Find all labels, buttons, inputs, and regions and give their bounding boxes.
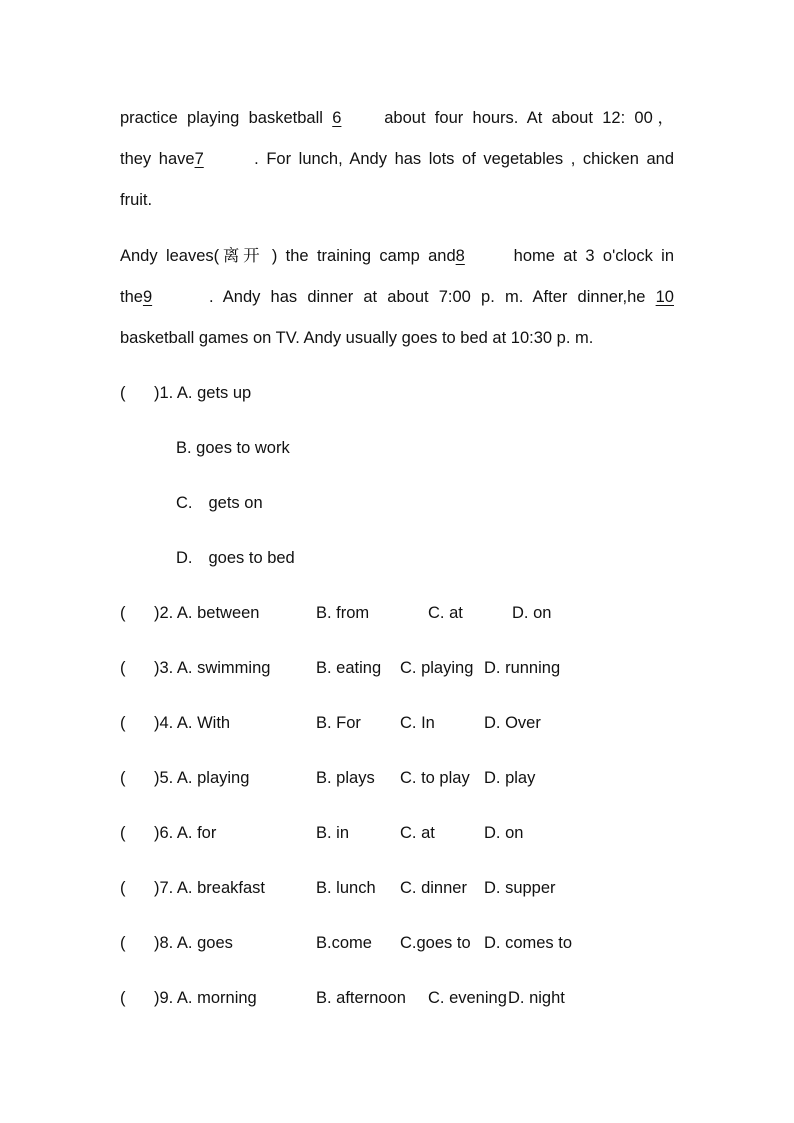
answer-paren: (: [120, 824, 126, 842]
blank-10: 10: [655, 288, 674, 306]
option-d: D. comes to: [484, 934, 573, 952]
answer-paren: (: [120, 989, 126, 1007]
option-b: B. afternoon: [316, 989, 406, 1007]
passage-line-6: basketball games on TV. Andy usually goes to bed at 10:30 p. m.: [120, 329, 594, 347]
option-b: B. For: [316, 714, 361, 732]
option-d: D. Over: [484, 714, 541, 732]
option-d: D. night: [508, 989, 565, 1007]
option-d: D. supper: [484, 879, 556, 897]
blank-8: 8: [455, 247, 465, 265]
option-c: C. gets on: [176, 494, 263, 512]
question-stem: )1. A. gets up: [154, 384, 252, 402]
option-b: B. lunch: [316, 879, 376, 897]
answer-paren: (: [120, 384, 126, 402]
option-c: C. evening: [428, 989, 507, 1007]
option-b: B. in: [316, 824, 350, 842]
question-stem: )7. A. breakfast: [154, 879, 265, 897]
question-stem: )5. A. playing: [154, 769, 250, 787]
passage-line-3: fruit.: [120, 191, 153, 209]
option-b: B. goes to work: [176, 439, 290, 457]
passage-line-1: practice playing basketball 6 about four hours. At about 12: 00，: [120, 109, 674, 127]
option-d: D. on: [512, 604, 552, 622]
option-b: B. eating: [316, 659, 382, 677]
answer-paren: (: [120, 659, 126, 677]
question-stem: )3. A. swimming: [154, 659, 271, 677]
option-d: D. running: [484, 659, 561, 677]
answer-paren: (: [120, 879, 126, 897]
option-c: C. at: [428, 604, 463, 622]
option-c: C. In: [400, 714, 435, 732]
question-stem: )8. A. goes: [154, 934, 233, 952]
blank-7: 7: [194, 150, 204, 168]
option-b: B. from: [316, 604, 370, 622]
blank-6: 6: [332, 109, 342, 127]
question-stem: )4. A. With: [154, 714, 231, 732]
option-c: C. dinner: [400, 879, 467, 897]
option-d: D. goes to bed: [176, 549, 295, 567]
option-b: B.come: [316, 934, 372, 952]
answer-paren: (: [120, 934, 126, 952]
option-d: D. play: [484, 769, 536, 787]
option-c: C.goes to: [400, 934, 471, 952]
option-d: D. on: [484, 824, 524, 842]
passage-line-5: the9 . Andy has dinner at about 7:00 p. m. After dinner,he 10: [120, 288, 674, 306]
passage-line-2: they have7 . For lunch, Andy has lots of vegetables , chicken and: [120, 150, 674, 168]
question-stem: )6. A. for: [154, 824, 217, 842]
answer-paren: (: [120, 604, 126, 622]
option-c: C. at: [400, 824, 435, 842]
passage-line-4: Andy leaves(离开 ) the training camp and8 home at 3 o'clock in: [120, 247, 675, 265]
question-stem: )9. A. morning: [154, 989, 257, 1007]
answer-paren: (: [120, 769, 126, 787]
question-stem: )2. A. between: [154, 604, 260, 622]
blank-9: 9: [142, 288, 153, 306]
answer-paren: (: [120, 714, 126, 732]
option-b: B. plays: [316, 769, 375, 787]
option-c: C. playing: [400, 659, 474, 677]
option-c: C. to play: [400, 769, 470, 787]
